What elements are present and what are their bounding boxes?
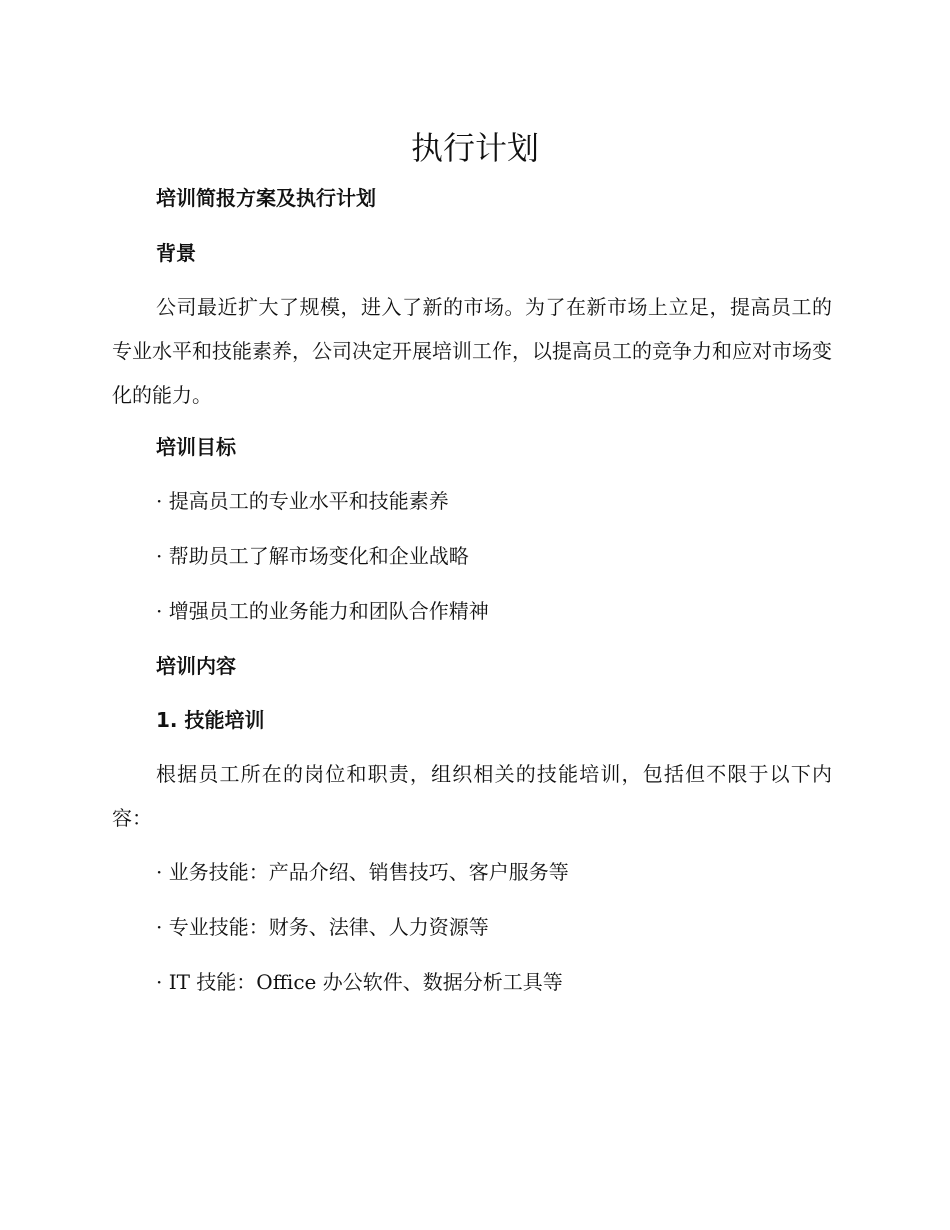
section-heading-content: 培训内容 (156, 654, 236, 678)
skills-paragraph: 根据员工所在的岗位和职责，组织相关的技能培训，包括但不限于以下内容： (112, 762, 832, 830)
skill-item: · IT 技能：Office 办公软件、数据分析工具等 (156, 970, 563, 994)
subsection-heading-skills: 1. 技能培训 (156, 708, 265, 732)
goal-item: · 提高员工的专业水平和技能素养 (156, 489, 449, 513)
skill-item: · 专业技能：财务、法律、人力资源等 (156, 915, 489, 939)
background-paragraph: 公司最近扩大了规模，进入了新的市场。为了在新市场上立足，提高员工的专业水平和技能素养，公司决定开展培训工作，以提高员工的竞争力和应对市场变化的能力。 (112, 295, 832, 407)
skill-item: · 业务技能：产品介绍、销售技巧、客户服务等 (156, 860, 569, 884)
goal-item: · 增强员工的业务能力和团队合作精神 (156, 599, 489, 623)
document-subtitle: 培训简报方案及执行计划 (156, 186, 376, 210)
section-heading-background: 背景 (156, 241, 196, 265)
section-heading-goals: 培训目标 (156, 435, 236, 459)
page-title: 执行计划 (410, 129, 539, 167)
goal-item: · 帮助员工了解市场变化和企业战略 (156, 544, 469, 568)
